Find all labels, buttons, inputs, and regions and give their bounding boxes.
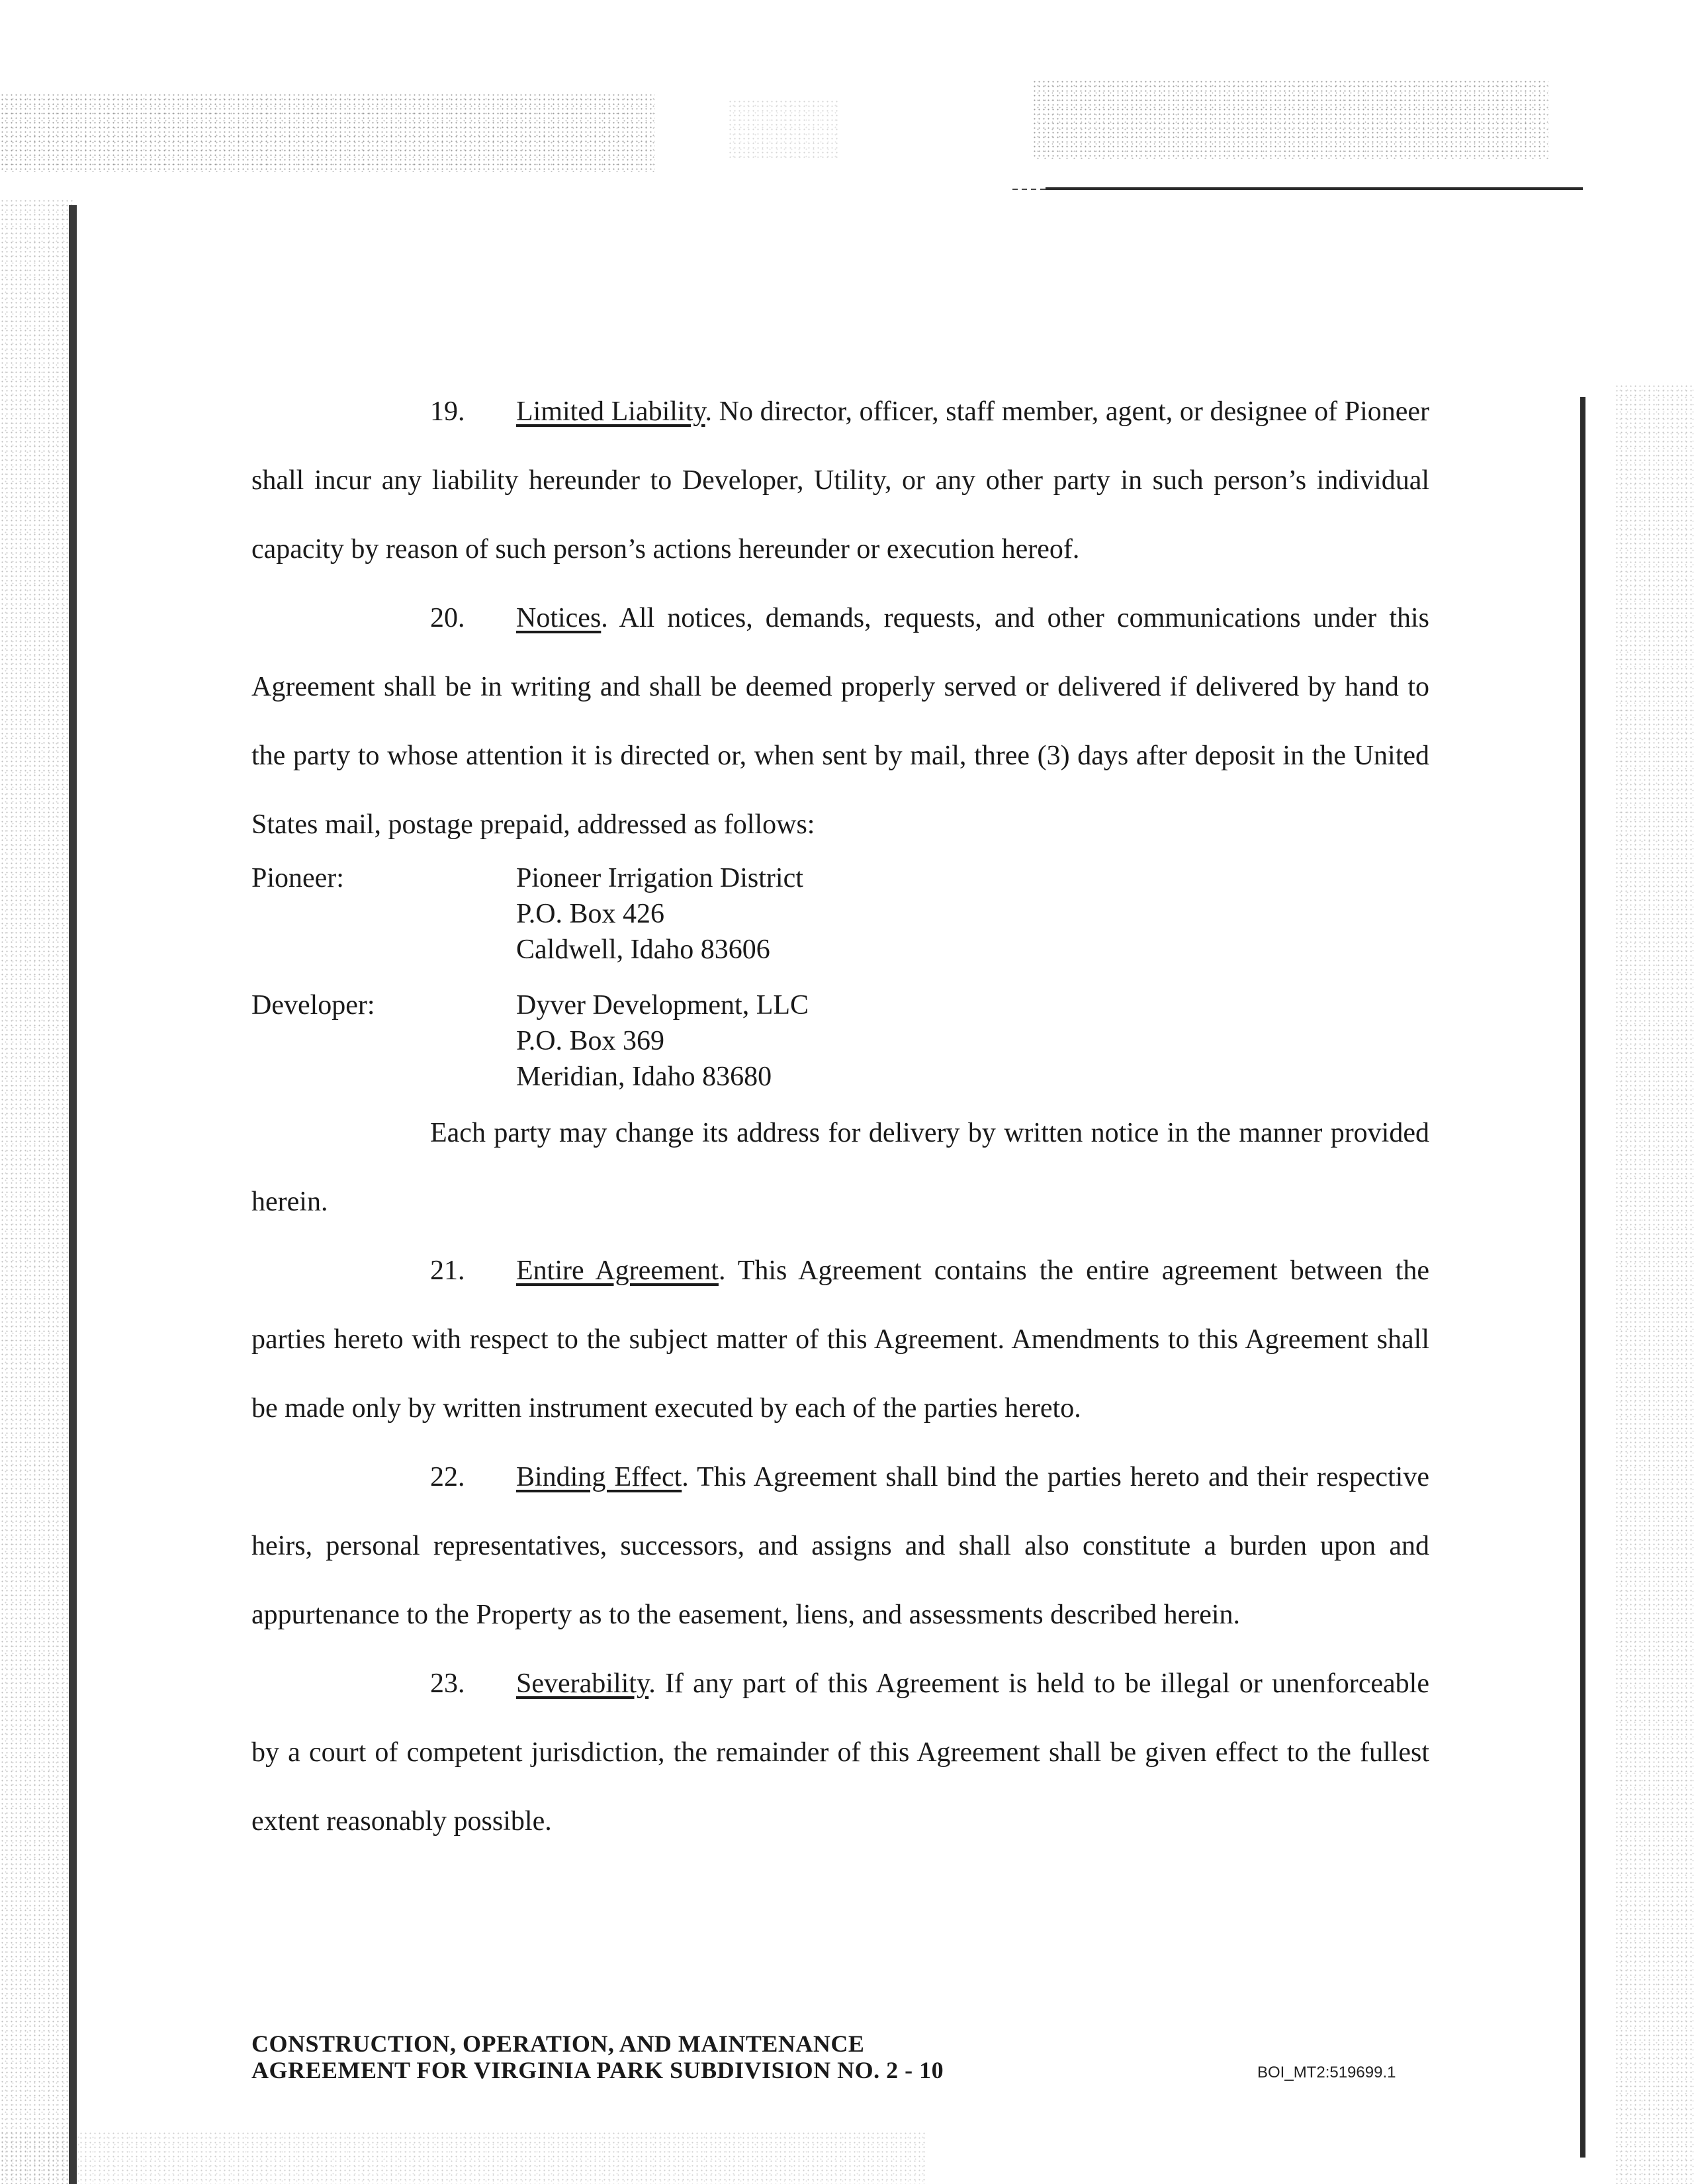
scan-noise-top-middle (728, 99, 840, 159)
section-heading: Binding Effect (516, 1462, 682, 1492)
address-line: Caldwell, Idaho 83606 (516, 934, 770, 965)
address-line: Meridian, Idaho 83680 (516, 1062, 772, 1092)
address-label: Pioneer: (251, 863, 344, 893)
right-margin-bar (1580, 397, 1585, 2158)
footer-title-line: CONSTRUCTION, OPERATION, AND MAINTENANCE (251, 2030, 865, 2057)
section-number: 22. (430, 1462, 465, 1492)
section-22 (251, 1443, 1429, 1649)
section-text: . No director, officer, staff member, agent, or designee of Pioneer shall incur any liability hereunder to Developer, Utility, or any other party in such person’s individual capacity by reason of such person’s actions hereunder or execution hereof. (251, 396, 1430, 565)
notice-followup: Each party may change its address for delivery by written notice in the manner provided herein. (251, 1118, 1429, 1217)
section-text: . If any part of this Agreement is held to be illegal or unenforceable by a court of competent jurisdiction, the remainder of this Agreement shall be given effect to the fullest extent reasonably possible. (251, 1668, 1429, 1837)
document-body (251, 377, 1429, 1856)
section-heading: Notices (516, 603, 602, 633)
section-21 (251, 1236, 1429, 1443)
scan-noise-right-edge (1615, 384, 1694, 2184)
section-heading: Limited Liability (516, 396, 705, 427)
scan-noise-left-edge (0, 199, 73, 2184)
section-23 (251, 1649, 1429, 1856)
section-heading: Entire Agreement (516, 1255, 719, 1286)
header-rule (1046, 187, 1583, 190)
footer-title-line: AGREEMENT FOR VIRGINIA PARK SUBDIVISION NO. 2 - 10 (251, 2057, 944, 2083)
scan-noise-bottom (0, 2131, 926, 2184)
header-rule-dash (1012, 189, 1046, 190)
section-text: . This Agreement contains the entire agreement between the parties hereto with respect to the subject matter of this Agreement. Amendments to this Agreement shall be made only by written instrument executed by each of the parties hereto. (251, 1255, 1429, 1424)
section-20 (251, 584, 1429, 859)
document-footer (251, 2030, 944, 2083)
section-text: . This Agreement shall bind the parties hereto and their respective heirs, personal representatives, successors, and assigns and shall also constitute a burden upon and appurtenance to the Property as to the easement, liens, and assessments described herein. (251, 1462, 1429, 1630)
left-margin-bar (69, 205, 77, 2184)
section-number: 23. (430, 1668, 465, 1699)
address-lines (516, 987, 809, 1095)
address-developer (251, 987, 1429, 1095)
document-id: BOI_MT2:519699.1 (1257, 2064, 1396, 2081)
address-lines (516, 860, 803, 968)
address-pioneer (251, 860, 1429, 968)
address-line: Pioneer Irrigation District (516, 863, 803, 893)
address-line: P.O. Box 426 (516, 899, 665, 929)
section-number: 19. (430, 396, 465, 427)
section-number: 21. (430, 1255, 465, 1286)
section-number: 20. (430, 603, 465, 633)
address-label: Developer: (251, 990, 375, 1021)
address-line: Dyver Development, LLC (516, 990, 809, 1021)
scan-noise-top-right (1032, 79, 1548, 159)
address-line: P.O. Box 369 (516, 1026, 665, 1056)
section-text: . All notices, demands, requests, and other communications under this Agreement shall be in writing and shall be deemed properly served or delivered if delivered by hand to the party to whose attention it is directed or, when sent by mail, three (3) days after deposit in the United States mail, postage prepaid, addressed as follows: (251, 603, 1429, 840)
section-19 (251, 377, 1429, 584)
scan-noise-top-left (0, 93, 655, 172)
section-heading: Severability (516, 1668, 649, 1699)
